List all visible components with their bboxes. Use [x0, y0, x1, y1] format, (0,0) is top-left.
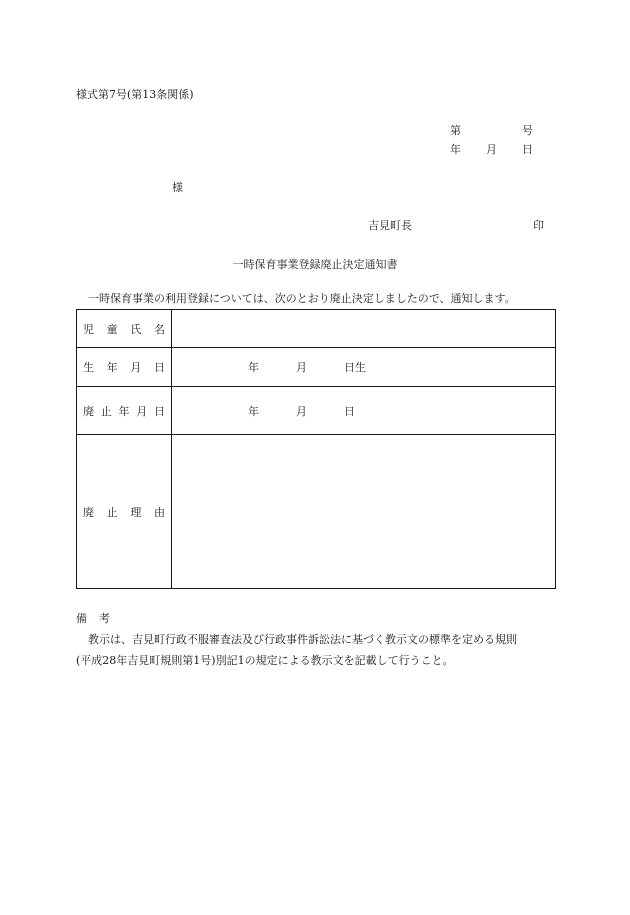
birth-day-unit: 日生	[344, 361, 366, 374]
birth-date-field[interactable]	[172, 348, 556, 387]
label-char: 日	[153, 361, 165, 374]
notes-line-2: (平成28年吉見町規則第1号)別記1の規定による教示文を記載して行うこと。	[76, 654, 454, 667]
label-char: 廃	[83, 505, 94, 519]
label-char: 年	[106, 361, 118, 374]
date-year: 年	[450, 143, 461, 156]
label-char: 生	[83, 361, 94, 374]
date-day: 日	[522, 143, 533, 156]
label-char: 月	[136, 404, 148, 418]
label-cancel-date	[77, 387, 172, 435]
document-title: 一時保育事業登録廃止決定通知書	[232, 258, 398, 271]
notes-heading-char: 考	[99, 612, 110, 625]
notes-line-1: 教示は、吉見町行政不服審査法及び行政事件訴訟法に基づく教示文の標準を定める規則	[88, 633, 517, 646]
doc-number-suffix: 号	[522, 124, 533, 137]
form-number: 様式第7号(第13条関係)	[76, 88, 194, 101]
cancel-month-unit: 月	[296, 404, 307, 418]
issuer-seal: 印	[533, 219, 544, 232]
label-char: 年	[118, 404, 130, 418]
cancel-reason-field[interactable]	[172, 435, 556, 589]
table-row-child-name	[77, 310, 556, 348]
addressee-honorific: 様	[172, 181, 183, 194]
label-char: 日	[154, 404, 165, 418]
doc-number-prefix: 第	[450, 124, 461, 137]
label-child-name	[77, 310, 172, 348]
label-birth-date	[77, 348, 172, 387]
cancel-year-unit: 年	[248, 404, 259, 418]
label-char: 氏	[130, 322, 142, 336]
intro-text: 一時保育事業の利用登録については、次のとおり廃止決定しましたので、通知します。	[88, 292, 516, 305]
cancel-date-field[interactable]	[172, 387, 556, 435]
cancel-day-unit: 日	[344, 404, 355, 418]
label-char: 名	[153, 322, 165, 336]
notice-table	[76, 309, 556, 589]
label-char: 止	[106, 505, 118, 519]
label-char: 児	[83, 322, 94, 336]
birth-month-unit: 月	[296, 361, 307, 374]
table-row-cancel-reason	[77, 435, 556, 589]
label-char: 廃	[83, 404, 94, 418]
label-char: 止	[100, 404, 112, 418]
notes-heading-char: 備	[76, 612, 87, 625]
notes-heading	[76, 610, 110, 626]
issuer-title: 吉見町長	[368, 219, 412, 232]
label-char: 由	[153, 505, 165, 519]
birth-year-unit: 年	[248, 361, 259, 374]
table-row-birth-date	[77, 348, 556, 387]
label-char: 理	[130, 505, 142, 519]
label-char: 童	[106, 322, 118, 336]
label-char: 月	[130, 361, 142, 374]
table-row-cancel-date	[77, 387, 556, 435]
date-month: 月	[486, 143, 497, 156]
label-cancel-reason	[77, 435, 172, 589]
child-name-field[interactable]	[172, 310, 556, 348]
